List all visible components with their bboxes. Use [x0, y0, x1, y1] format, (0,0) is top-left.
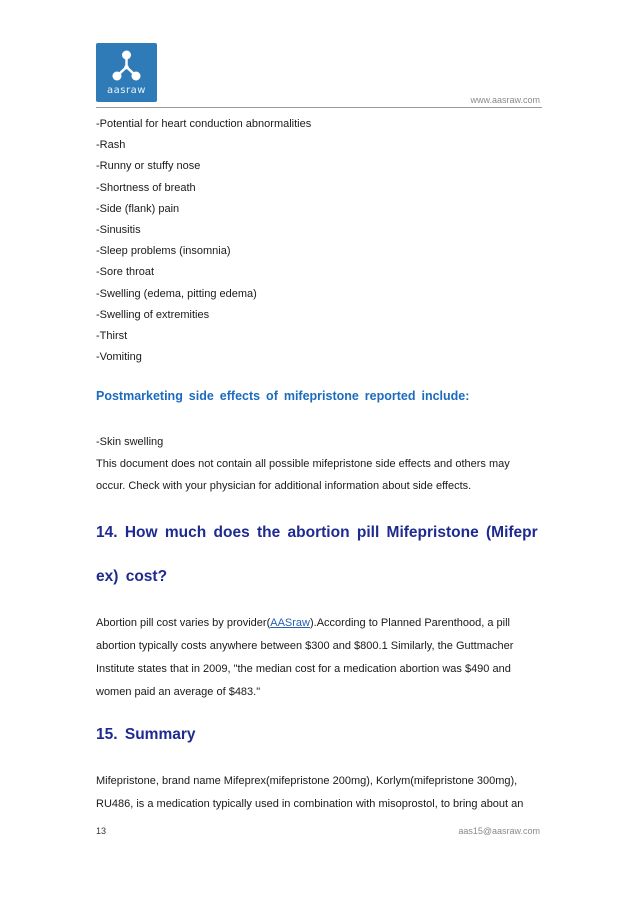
aasraw-logo	[96, 43, 157, 102]
list-item: -Potential for heart conduction abnormalities	[96, 118, 312, 130]
list-item: -Sinusitis	[96, 223, 141, 236]
header-url: www.aasraw.com	[470, 95, 540, 105]
paragraph-line: Institute states that in 2009, "the median cost for a medication abortion was $490 and	[96, 663, 511, 675]
paragraph-line: RU486, is a medication typically used in combination with misoprostol, to bring about an	[96, 798, 524, 810]
list-item: -Sleep problems (insomnia)	[96, 245, 231, 258]
list-item: -Swelling (edema, pitting edema)	[96, 287, 257, 300]
list-item: -Rash	[96, 139, 126, 152]
section-15-title: 15. Summary	[96, 726, 196, 743]
postmarketing-item: -Skin swelling	[96, 436, 164, 448]
section-15-paragraph	[96, 770, 541, 816]
text-span: ).According to Planned Parenthood, a pill	[310, 617, 510, 629]
paragraph-line: Mifepristone, brand name Mifeprex(mifepristone 200mg), Korlym(mifepristone 300mg),	[96, 775, 518, 787]
side-effects-list	[96, 114, 311, 368]
list-item: -Shortness of breath	[96, 181, 196, 194]
page-number: 13	[96, 826, 107, 836]
paragraph-line: abortion typically costs anywhere between $300 and $800.1 Similarly, the Guttmacher	[96, 640, 514, 652]
text-span: Abortion pill cost varies by provider(	[96, 617, 271, 629]
list-item: -Vomiting	[96, 351, 142, 364]
aasraw-link[interactable]: AASraw	[270, 617, 310, 629]
paragraph-line	[96, 612, 541, 635]
section-14-title-line1: 14. How much does the abortion pill Mifepristone (Mifepr	[96, 524, 538, 541]
postmarketing-heading: Postmarketing side effects of mifepristone reported include:	[96, 389, 470, 403]
paragraph-line: women paid an average of $483."	[96, 686, 261, 698]
list-item: -Sore throat	[96, 266, 155, 279]
molecule-icon	[96, 43, 157, 87]
list-item: -Runny or stuffy nose	[96, 160, 201, 173]
header-divider	[96, 107, 542, 108]
list-item: -Side (flank) pain	[96, 202, 180, 215]
list-item: -Swelling of extremities	[96, 308, 210, 321]
postmarketing-paragraph	[96, 431, 541, 497]
footer-email: aas15@aasraw.com	[458, 826, 540, 836]
note-line: occur. Check with your physician for additional information about side effects.	[96, 480, 472, 492]
note-line: This document does not contain all possible mifepristone side effects and others may	[96, 458, 510, 470]
logo-text: aasraw	[107, 85, 146, 96]
section-14-paragraph	[96, 612, 541, 704]
section-14-title-line2: ex) cost?	[96, 568, 168, 585]
list-item: -Thirst	[96, 329, 128, 342]
